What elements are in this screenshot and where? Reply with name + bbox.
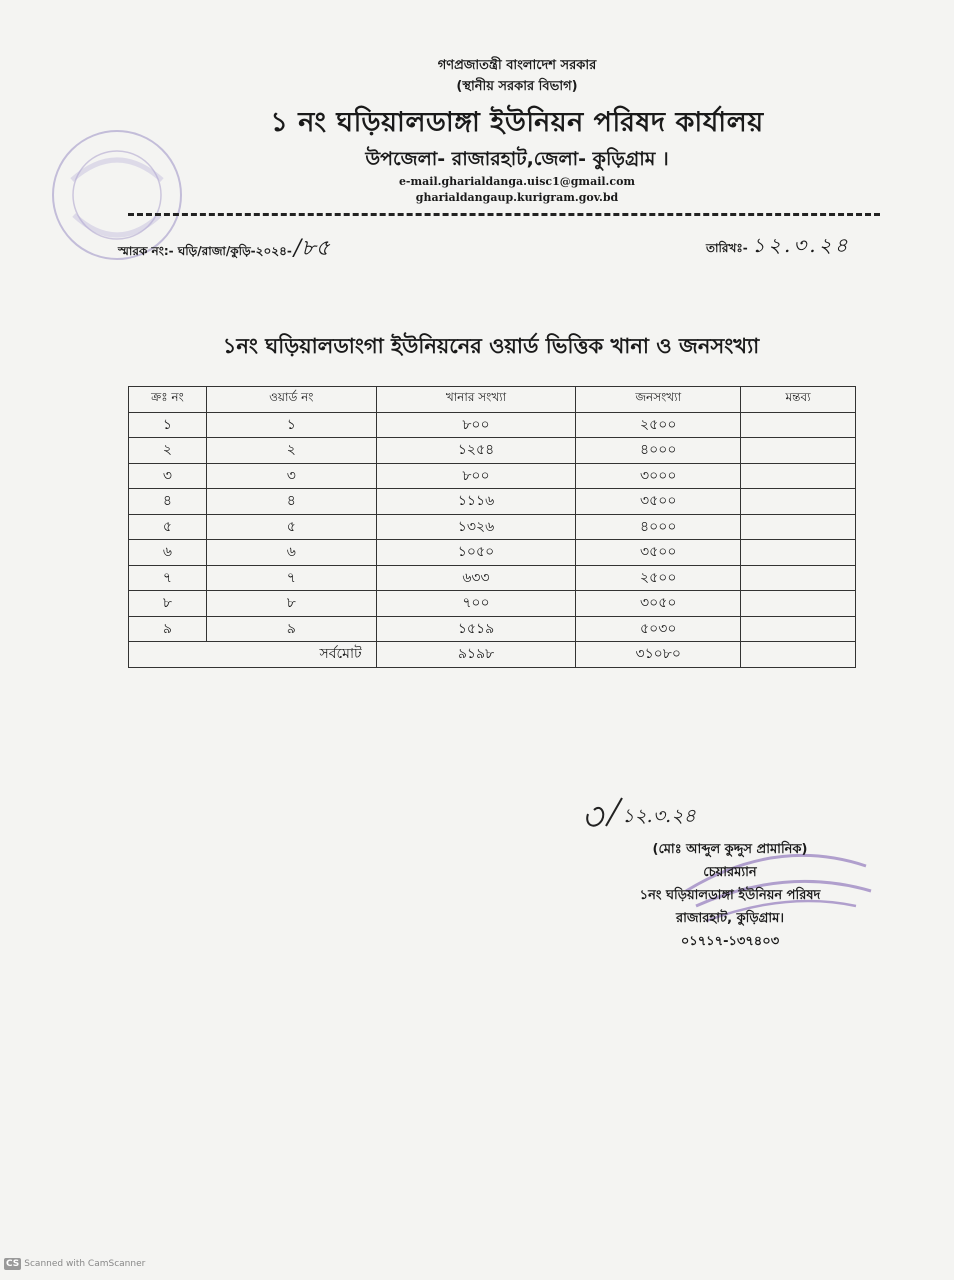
cell-remarks — [741, 540, 856, 566]
email-line: e-mail.gharialdanga.uisc1@gmail.com — [398, 175, 636, 188]
table-row — [129, 438, 856, 464]
cell-population: ২৫০০ — [576, 412, 741, 438]
table-row — [129, 616, 856, 642]
cell-population: ৩০০০ — [576, 463, 741, 489]
cell-ward: ৭ — [206, 565, 376, 591]
total-remarks — [741, 642, 856, 668]
cell-remarks — [741, 565, 856, 591]
cell-ward: ৬ — [206, 540, 376, 566]
cell-households: ১৫১৯ — [376, 616, 576, 642]
cell-serial: ২ — [129, 438, 207, 464]
cell-population: ৫০৩০ — [576, 616, 741, 642]
total-population: ৩১০৮০ — [576, 642, 741, 668]
total-households: ৯১৯৮ — [376, 642, 576, 668]
table-row — [129, 565, 856, 591]
memo-number — [118, 231, 330, 268]
cell-ward: ৪ — [206, 489, 376, 515]
table-row — [129, 591, 856, 617]
signatory-address: রাজারহাট, কুড়িগ্রাম। — [675, 911, 785, 926]
division-line: (স্থানীয় সরকার বিভাগ) — [456, 79, 578, 94]
signatory-designation: চেয়ারম্যান — [703, 865, 757, 880]
cell-population: ৪০০০ — [576, 514, 741, 540]
cell-households: ৭০০ — [376, 591, 576, 617]
table-row — [129, 540, 856, 566]
cell-serial: ১ — [129, 412, 207, 438]
memo-date — [706, 231, 851, 264]
signature-date: ১২.৩.২৪ — [622, 805, 696, 827]
cell-remarks — [741, 616, 856, 642]
cell-population: ৪০০০ — [576, 438, 741, 464]
date-value: ১২.৩.২৪ — [751, 233, 851, 257]
table-row — [129, 489, 856, 515]
cell-population: ৩৫০০ — [576, 540, 741, 566]
cell-remarks — [741, 412, 856, 438]
header-serial: ক্রঃ নং — [129, 387, 207, 413]
header-divider — [128, 213, 880, 216]
cell-remarks — [741, 591, 856, 617]
date-label: তারিখঃ- — [706, 241, 748, 255]
signatory-block — [600, 838, 860, 953]
cell-households: ১৩২৬ — [376, 514, 576, 540]
cell-ward: ৩ — [206, 463, 376, 489]
header-households: খানার সংখ্যা — [376, 387, 576, 413]
document-title: ১নং ঘড়িয়ালডাংগা ইউনিয়নের ওয়ার্ড ভিত্তিক খানা ও জনসংখ্যা — [222, 334, 760, 358]
cell-ward: ১ — [206, 412, 376, 438]
total-label: সর্বমোট — [129, 642, 377, 668]
signatory-office: ১নং ঘড়িয়ালডাঙ্গা ইউনিয়ন পরিষদ — [639, 888, 821, 903]
cell-serial: ৭ — [129, 565, 207, 591]
cell-households: ৮০০ — [376, 412, 576, 438]
cell-serial: ৯ — [129, 616, 207, 642]
government-line: গণপ্রজাতন্ত্রী বাংলাদেশ সরকার — [437, 58, 597, 73]
cell-population: ২৫০০ — [576, 565, 741, 591]
camscanner-logo-icon: CS — [6, 1259, 20, 1269]
cell-households: ৮০০ — [376, 463, 576, 489]
ward-data-table — [128, 386, 856, 668]
location-line: উপজেলা- রাজারহাট,জেলা- কুড়িগ্রাম । — [365, 148, 669, 170]
camscanner-watermark — [4, 1258, 145, 1270]
cell-population: ৩৫০০ — [576, 489, 741, 515]
cell-serial: ৩ — [129, 463, 207, 489]
cell-ward: ৫ — [206, 514, 376, 540]
signatory-phone: ০১৭১৭-১৩৭৪০৩ — [680, 934, 780, 949]
header-population: জনসংখ্যা — [576, 387, 741, 413]
cell-ward: ২ — [206, 438, 376, 464]
cell-households: ১০৫০ — [376, 540, 576, 566]
cell-serial: ৮ — [129, 591, 207, 617]
cell-population: ৩০৫০ — [576, 591, 741, 617]
cell-serial: ৬ — [129, 540, 207, 566]
signatory-name: (মোঃ আব্দুল কুদ্দুস প্রামানিক) — [652, 842, 808, 857]
cell-ward: ৮ — [206, 591, 376, 617]
header-remarks: মন্তব্য — [741, 387, 856, 413]
handwritten-signature-icon — [582, 782, 702, 842]
cell-remarks — [741, 438, 856, 464]
cell-ward: ৯ — [206, 616, 376, 642]
memo-label: স্মারক নং:- ঘড়ি/রাজা/কুড়ি-২০২৪- — [118, 244, 292, 258]
table-row — [129, 412, 856, 438]
cell-households: ১২৫৪ — [376, 438, 576, 464]
table-row — [129, 514, 856, 540]
cell-remarks — [741, 514, 856, 540]
office-title: ১ নং ঘড়িয়ালডাঙ্গা ইউনিয়ন পরিষদ কার্যালয় — [270, 107, 764, 138]
table-row — [129, 463, 856, 489]
cell-remarks — [741, 463, 856, 489]
memo-handwritten-number: /৮৫ — [293, 236, 330, 261]
cell-serial: ৫ — [129, 514, 207, 540]
camscanner-text: Scanned with CamScanner — [24, 1259, 146, 1269]
header-ward: ওয়ার্ড নং — [206, 387, 376, 413]
cell-serial: ৪ — [129, 489, 207, 515]
table-header-row — [129, 387, 856, 413]
cell-households: ৬৩৩ — [376, 565, 576, 591]
website-line: gharialdangaup.kurigram.gov.bd — [415, 191, 619, 204]
cell-remarks — [741, 489, 856, 515]
total-row — [129, 642, 856, 668]
cell-households: ১১১৬ — [376, 489, 576, 515]
